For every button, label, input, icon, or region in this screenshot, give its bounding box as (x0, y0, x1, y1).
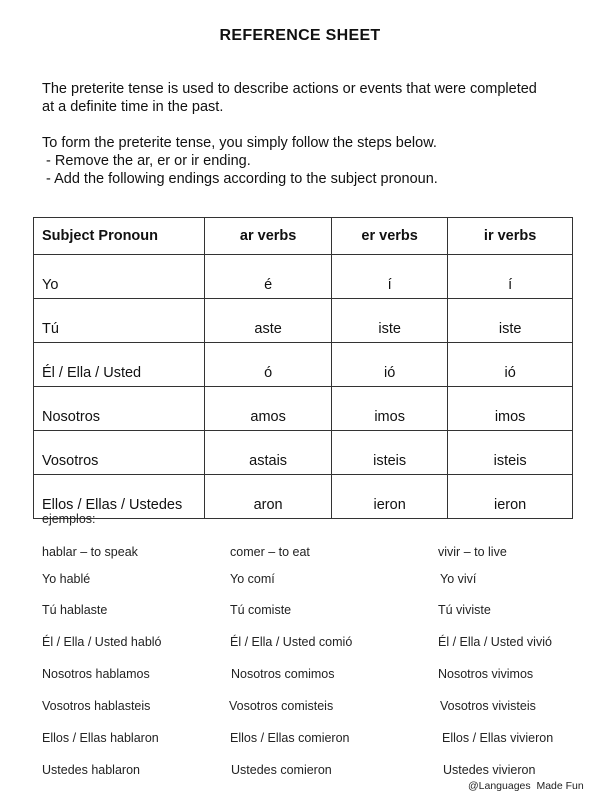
example-ir: Nosotros vivimos (438, 667, 534, 681)
example-er: Él / Ella / Usted comió (230, 635, 353, 649)
intro-paragraph-2: To form the preterite tense, you simply follow the steps below. (42, 135, 437, 151)
intro-line-1: The preterite tense is used to describe actions or events that were completed (42, 81, 537, 97)
example-ar: Nosotros hablamos (42, 667, 150, 681)
intro-text (42, 80, 582, 188)
header-ar-verbs: ar verbs (205, 218, 332, 255)
example-ar: Tú hablaste (42, 603, 108, 617)
example-ir: Tú viviste (438, 603, 491, 617)
ir-ending-cell: imos (448, 387, 573, 431)
pronoun-cell: Nosotros (34, 387, 205, 431)
ar-ending-cell: ó (205, 343, 332, 387)
example-er: Yo comí (230, 572, 275, 586)
header-er-verbs: er verbs (332, 218, 448, 255)
example-ir: Él / Ella / Usted vivió (438, 635, 552, 649)
example-er: Ellos / Ellas comieron (230, 731, 350, 745)
er-ending-cell: imos (332, 387, 448, 431)
ar-ending-cell: aste (205, 299, 332, 343)
table-row (34, 343, 573, 387)
example-ir: Ustedes vivieron (443, 763, 536, 777)
table-row (34, 299, 573, 343)
example-er: Vosotros comisteis (229, 699, 334, 713)
example-ir: Ellos / Ellas vivieron (442, 731, 554, 745)
example-ar: Yo hablé (42, 572, 91, 586)
er-ending-cell: í (332, 255, 448, 299)
er-ending-cell: ieron (332, 475, 448, 519)
intro-step-1: - Remove the ar, er or ir ending. (42, 153, 251, 169)
example-ar: hablar – to speak (42, 545, 138, 559)
pronoun-cell: Él / Ella / Usted (34, 343, 205, 387)
example-er: comer – to eat (230, 545, 310, 559)
example-ir: Vosotros vivisteis (440, 699, 536, 713)
example-ar: Ustedes hablaron (42, 763, 140, 777)
intro-line-2: at a definite time in the past. (42, 99, 224, 115)
example-er: Nosotros comimos (231, 667, 335, 681)
ar-ending-cell: astais (205, 431, 332, 475)
ir-ending-cell: ieron (448, 475, 573, 519)
pronoun-cell: Tú (34, 299, 205, 343)
er-ending-cell: isteis (332, 431, 448, 475)
pronoun-cell: Vosotros (34, 431, 205, 475)
conjugation-table (33, 217, 573, 519)
example-ar: Él / Ella / Usted habló (42, 635, 162, 649)
example-ar: Ellos / Ellas hablaron (42, 731, 159, 745)
table-row (34, 387, 573, 431)
examples-label: ejemplos: (42, 512, 96, 526)
table-header-row (34, 218, 573, 255)
example-ir: Yo viví (440, 572, 477, 586)
example-er: Ustedes comieron (231, 763, 332, 777)
example-ir: vivir – to live (438, 545, 507, 559)
watermark: @Languages Made Fun (468, 780, 584, 792)
header-ir-verbs: ir verbs (448, 218, 573, 255)
table-row (34, 475, 573, 519)
header-subject-pronoun: Subject Pronoun (34, 218, 205, 255)
ar-ending-cell: amos (205, 387, 332, 431)
page-title: REFERENCE SHEET (219, 27, 381, 44)
example-er: Tú comiste (230, 603, 292, 617)
ir-ending-cell: í (448, 255, 573, 299)
er-ending-cell: ió (332, 343, 448, 387)
table-row (34, 431, 573, 475)
intro-step-2: - Add the following endings according to the subject pronoun. (42, 171, 438, 187)
ar-ending-cell: é (205, 255, 332, 299)
pronoun-cell: Yo (34, 255, 205, 299)
example-ar: Vosotros hablasteis (42, 699, 151, 713)
er-ending-cell: iste (332, 299, 448, 343)
ir-ending-cell: iste (448, 299, 573, 343)
ar-ending-cell: aron (205, 475, 332, 519)
pronoun-cell: Ellos / Ellas / Ustedes (34, 475, 205, 519)
table-row (34, 255, 573, 299)
ir-ending-cell: isteis (448, 431, 573, 475)
ir-ending-cell: ió (448, 343, 573, 387)
